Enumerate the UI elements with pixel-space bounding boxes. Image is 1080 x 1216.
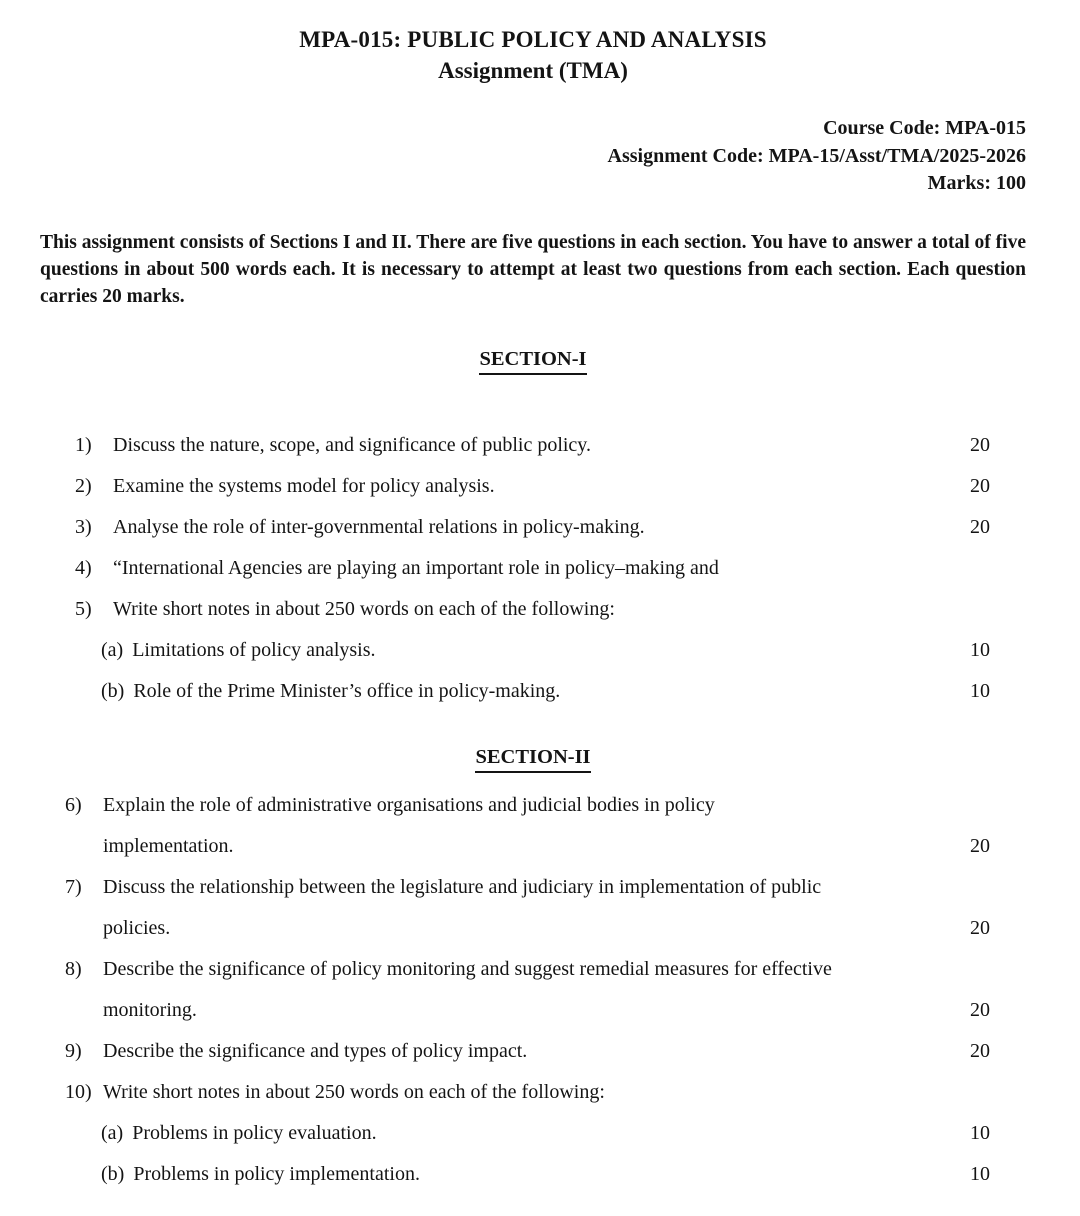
question-marks: 20 — [970, 433, 990, 456]
question-text: “International Agencies are playing an important role in policy–making and — [113, 556, 719, 579]
assignment-subtitle: Assignment (TMA) — [438, 58, 628, 83]
question-text: Write short notes in about 250 words on each of the following: — [103, 1080, 605, 1103]
question-text: Explain the role of administrative organisations and judicial bodies in policy — [103, 793, 715, 816]
question-row-1 — [75, 425, 990, 466]
section1-questions — [75, 425, 990, 712]
subquestion-text: Role of the Prime Minister’s office in policy-making. — [133, 679, 561, 702]
question-marks: 20 — [970, 998, 990, 1021]
question-number: 9) — [65, 1039, 82, 1062]
question-text: Examine the systems model for policy analysis. — [113, 474, 495, 497]
question-marks: 20 — [970, 515, 990, 538]
question-text: Discuss the nature, scope, and significance of public policy. — [113, 433, 592, 456]
section2-questions — [65, 785, 990, 1195]
question-number: 2) — [75, 474, 92, 497]
question-text-continued: implementation. — [103, 834, 234, 857]
question-marks: 20 — [970, 1039, 990, 1062]
total-marks: Marks: 100 — [927, 172, 1026, 194]
question-number: 4) — [75, 556, 92, 579]
subquestion-marks: 10 — [970, 1121, 990, 1144]
subquestion-label: (a) — [101, 638, 124, 661]
question-number: 3) — [75, 515, 92, 538]
section2-heading-text: SECTION-II — [475, 744, 590, 773]
subquestion-marks: 10 — [970, 679, 990, 702]
question-text: Analyse the role of inter-governmental relations in policy-making. — [113, 515, 645, 538]
subquestion-marks: 10 — [970, 638, 990, 661]
question-text-continued: monitoring. — [103, 998, 197, 1021]
subquestion-label: (b) — [101, 1162, 125, 1185]
question-number: 8) — [65, 957, 82, 980]
subquestion-row-10a — [65, 1113, 990, 1154]
question-row-7 — [65, 867, 990, 908]
question-text: Write short notes in about 250 words on each of the following: — [113, 597, 615, 620]
meta-block — [40, 115, 1026, 198]
course-title: MPA-015: PUBLIC POLICY AND ANALYSIS — [299, 27, 767, 52]
question-number: 7) — [65, 875, 82, 898]
question-marks — [944, 548, 990, 589]
question-row-8-continued — [65, 990, 990, 1031]
assignment-instructions: This assignment consists of Sections I and II. There are five questions in each section. You have to answer a total of five questions in about 500 words each. It is necessary to attempt at least two questions from each section. Each question carries 20 marks. — [40, 231, 1026, 307]
question-number: 1) — [75, 433, 92, 456]
subquestion-text: Problems in policy evaluation. — [132, 1121, 377, 1144]
course-code: Course Code: MPA-015 — [823, 117, 1026, 139]
question-text-continued: policies. — [103, 916, 171, 939]
subquestion-row-10b — [65, 1154, 990, 1195]
section1-heading-text: SECTION-I — [479, 346, 586, 375]
question-marks — [944, 1072, 990, 1113]
subquestion-label: (b) — [101, 679, 125, 702]
question-number: 5) — [75, 597, 92, 620]
question-row-2 — [75, 466, 990, 507]
question-text: Describe the significance of policy monitoring and suggest remedial measures for effective — [103, 957, 832, 980]
question-row-4 — [75, 548, 990, 589]
question-row-8 — [65, 949, 990, 990]
question-row-3 — [75, 507, 990, 548]
question-row-10 — [65, 1072, 990, 1113]
question-marks: 20 — [970, 834, 990, 857]
question-text: Describe the significance and types of policy impact. — [103, 1039, 528, 1062]
question-row-7-continued — [65, 908, 990, 949]
question-row-6 — [65, 785, 990, 826]
question-row-9 — [65, 1031, 990, 1072]
subquestion-marks: 10 — [970, 1162, 990, 1185]
subquestion-text: Limitations of policy analysis. — [132, 638, 376, 661]
question-text: Discuss the relationship between the legislature and judiciary in implementation of public — [103, 875, 822, 898]
question-number: 6) — [65, 793, 82, 816]
question-number: 10) — [65, 1080, 92, 1103]
section2-heading — [40, 744, 1026, 773]
question-marks — [944, 589, 990, 630]
question-marks: 20 — [970, 916, 990, 939]
subquestion-row-5b — [75, 671, 990, 712]
question-row-6-continued — [65, 826, 990, 867]
section1-heading — [40, 346, 1026, 375]
subquestion-row-5a — [75, 630, 990, 671]
subquestion-text: Problems in policy implementation. — [133, 1162, 420, 1185]
subquestion-label: (a) — [101, 1121, 124, 1144]
question-row-5 — [75, 589, 990, 630]
question-marks: 20 — [970, 474, 990, 497]
assignment-code: Assignment Code: MPA-15/Asst/TMA/2025-2026 — [607, 144, 1026, 167]
